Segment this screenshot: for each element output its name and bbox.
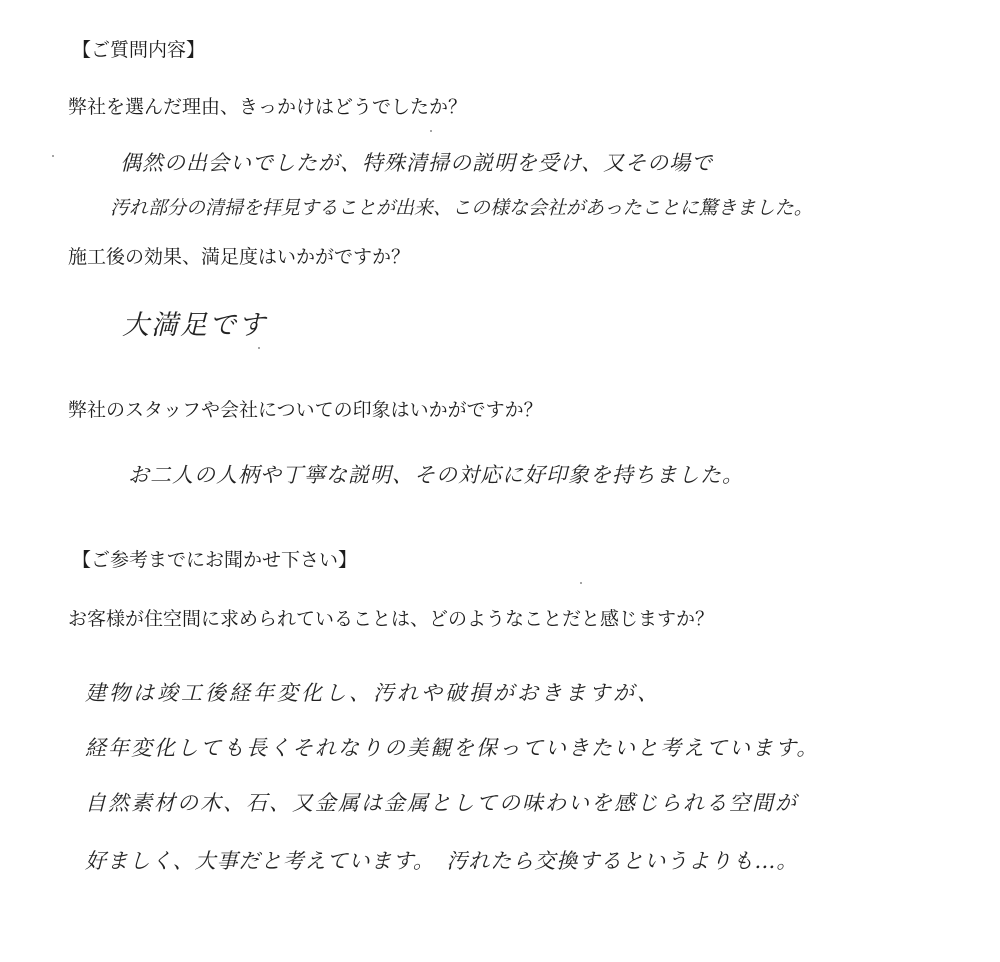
scan-speck xyxy=(258,347,260,349)
scan-speck xyxy=(580,582,582,584)
scan-speck xyxy=(430,130,432,132)
question-living-space: お客様が住空間に求められていることは、どのようなことだと感じますか？ xyxy=(68,608,715,630)
answer-satisfaction: 大満足です xyxy=(122,310,267,341)
question-impression: 弊社のスタッフや会社についての印象はいかがですか？ xyxy=(68,399,543,421)
section-header-questions: 【ご質問内容】 xyxy=(72,39,206,61)
answer-living-space-line-1: 建物は竣工後経年変化し、汚れや破損がおきますが、 xyxy=(85,681,661,705)
question-reason: 弊社を選んだ理由、きっかけはどうでしたか？ xyxy=(68,96,468,118)
answer-living-space-line-2: 経年変化しても長くそれなりの美観を保っていきたいと考えています。 xyxy=(85,736,820,760)
section-header-reference: 【ご参考までにお聞かせ下さい】 xyxy=(72,549,358,571)
answer-reason-line-1: 偶然の出会いでしたが、特殊清掃の説明を受け、又その場で xyxy=(120,151,714,175)
scan-speck xyxy=(52,155,54,157)
answer-living-space-line-4: 好ましく、大事だと考えています。 汚れたら交換するというよりも…。 xyxy=(85,849,799,873)
question-satisfaction: 施工後の効果、満足度はいかがですか？ xyxy=(68,246,411,268)
answer-living-space-line-3: 自然素材の木、石、又金属は金属としての味わいを感じられる空間が xyxy=(85,791,798,815)
answer-impression: お二人の人柄や丁寧な説明、その対応に好印象を持ちました。 xyxy=(128,463,744,487)
answer-reason-line-2: 汚れ部分の清掃を拝見することが出来、この様な会社があったことに驚きました。 xyxy=(110,197,813,219)
